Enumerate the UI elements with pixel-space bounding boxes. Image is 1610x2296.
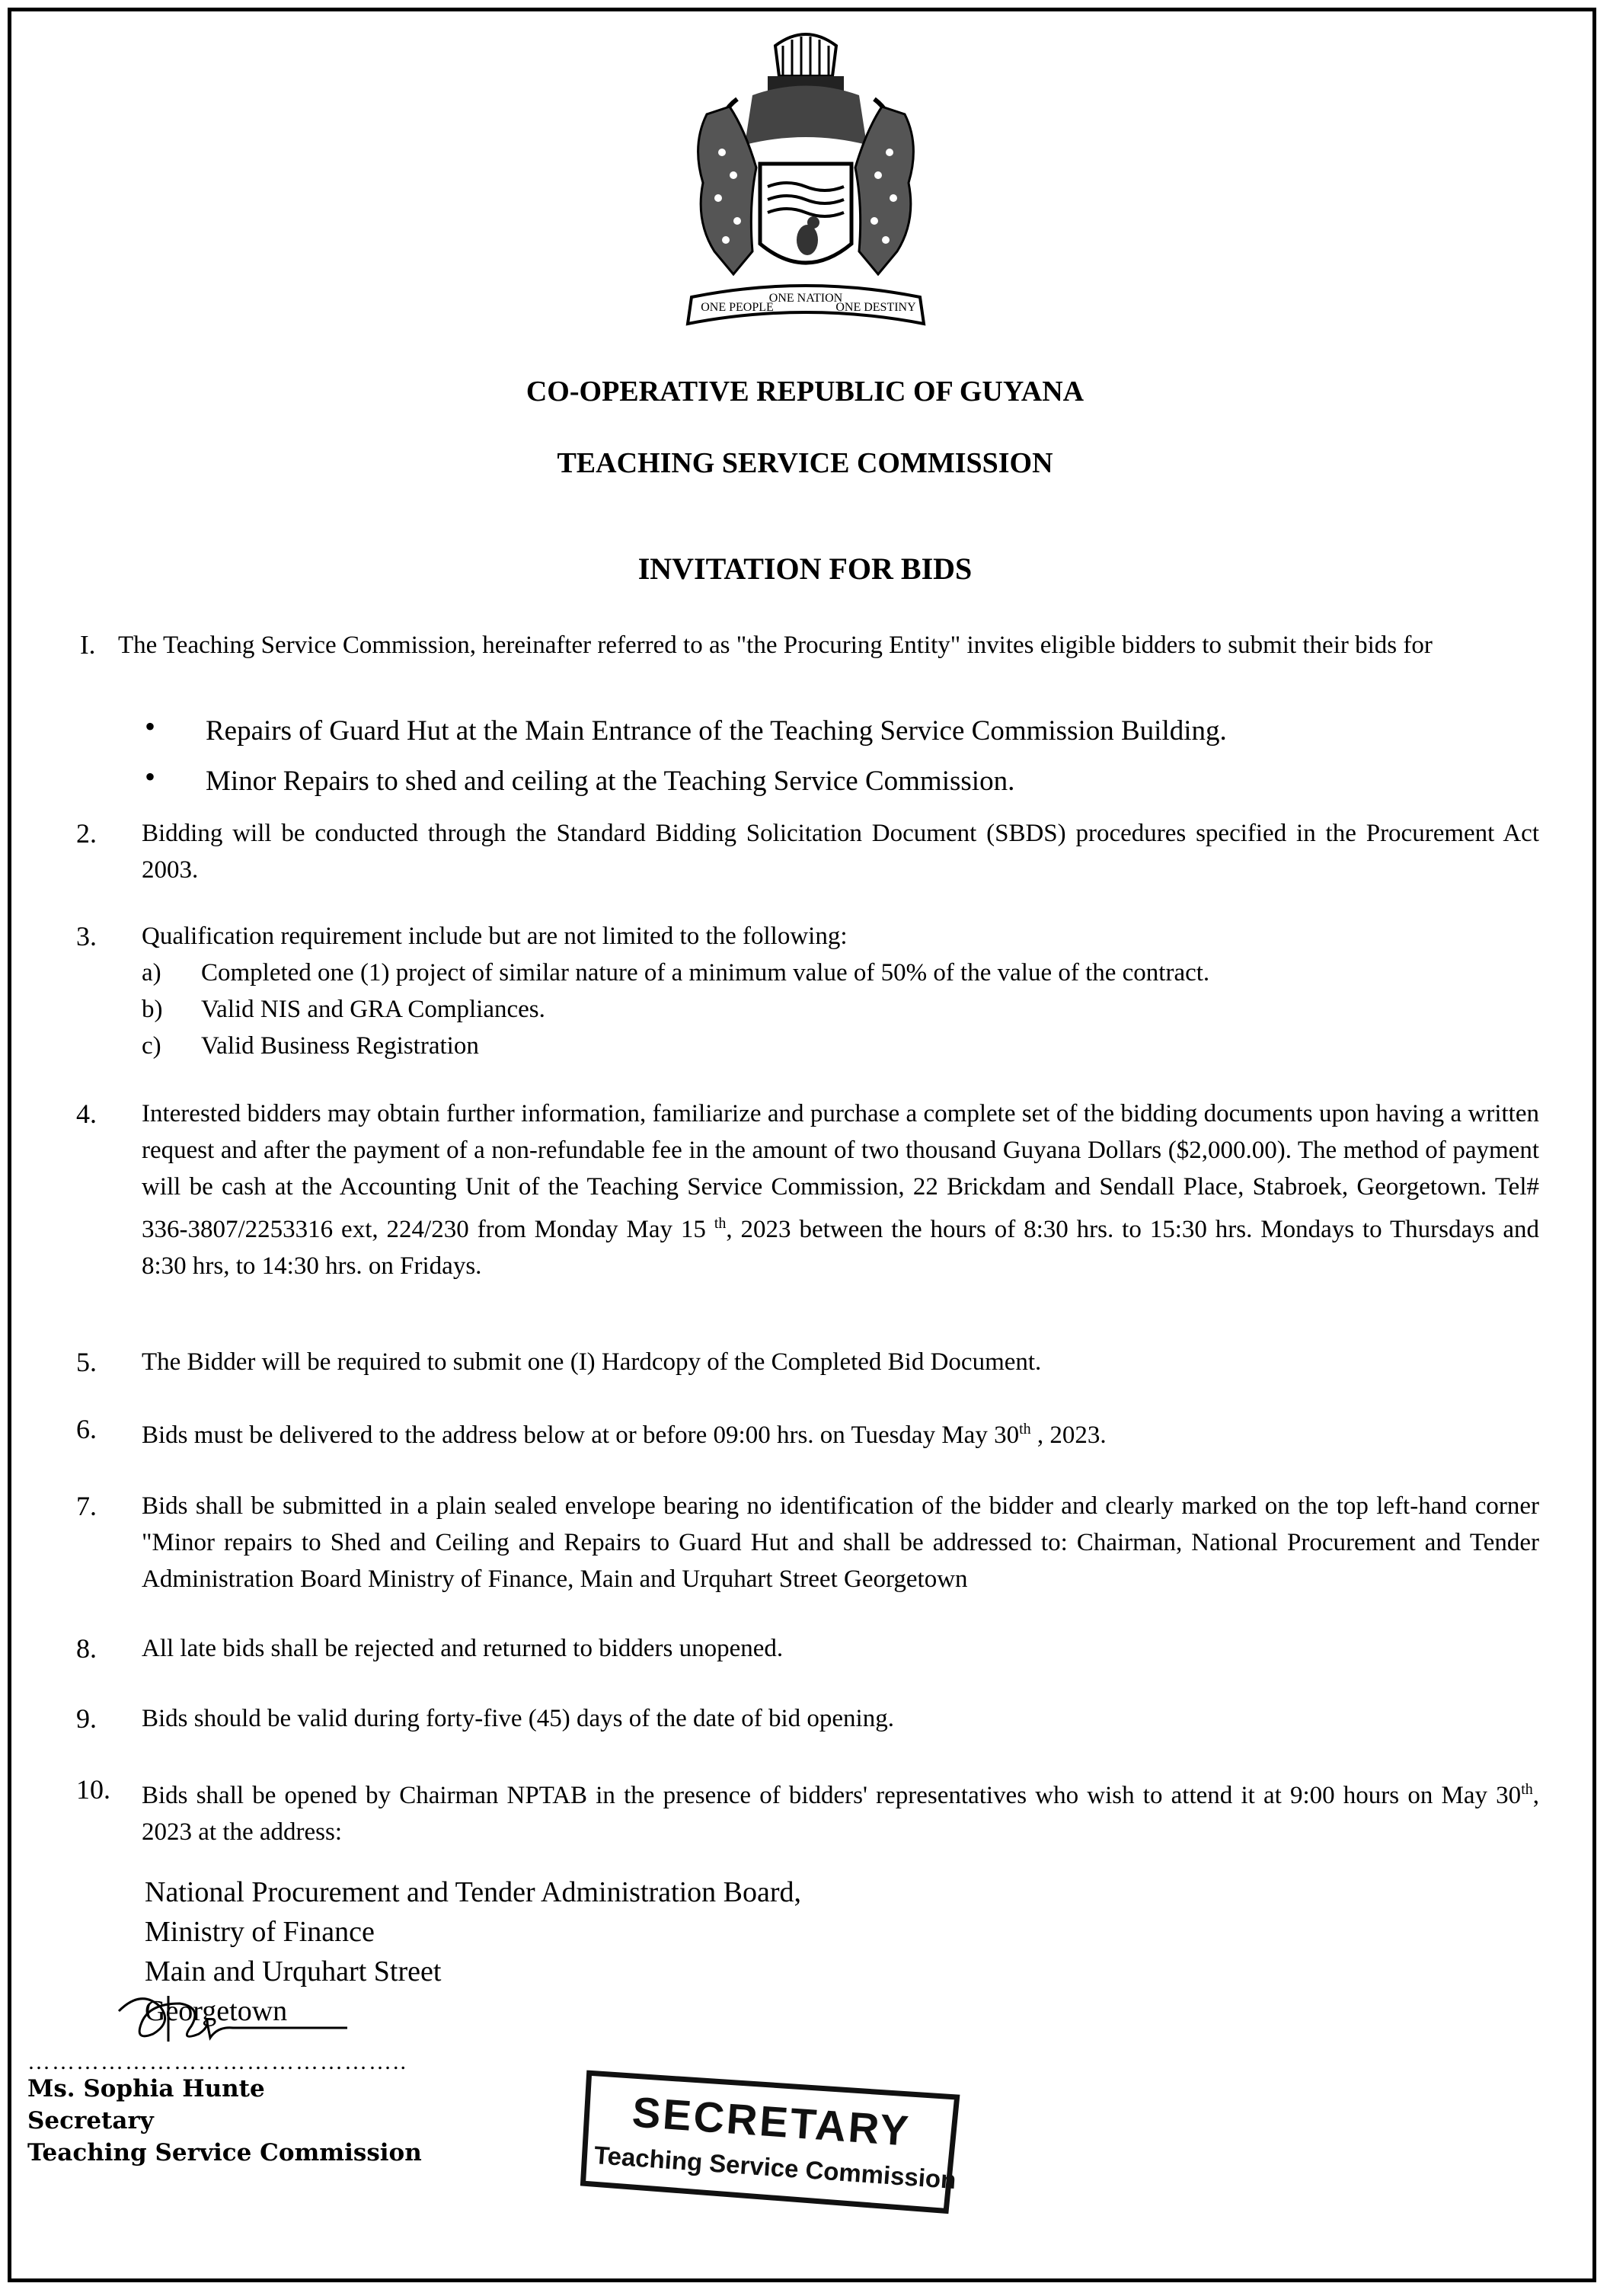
bullet-icon: •	[145, 709, 156, 743]
address-line: Main and Urquhart Street	[145, 1955, 442, 1987]
sub-item-text: Valid NIS and GRA Compliances.	[201, 996, 545, 1023]
item-number: 6.	[76, 1414, 97, 1444]
superscript: th	[1521, 1781, 1533, 1798]
item-number: I.	[80, 630, 96, 660]
motto-word: ONE DESTINY	[835, 301, 916, 314]
item-text-part: , 2023 at the address:	[142, 1782, 1539, 1846]
superscript: th	[714, 1215, 727, 1232]
item-number: 9.	[76, 1703, 97, 1734]
document-title: INVITATION FOR BIDS	[637, 552, 973, 586]
sub-item-label: b)	[142, 996, 163, 1023]
item-number: 2.	[76, 818, 97, 849]
agency-heading: TEACHING SERVICE COMMISSION	[557, 447, 1053, 479]
item-text	[142, 1411, 1539, 1453]
address-line: Ministry of Finance	[145, 1916, 375, 1948]
item-text: Bids should be valid during forty-five (45) days of the date of bid opening.	[142, 1705, 894, 1732]
item-text-part: , 2023 between the hours of 8:30 hrs. to 15:30 hrs. Mondays to Thursdays and 8:30 hrs, to 14:30 hrs. on Fridays.	[142, 1216, 1539, 1280]
item-text-part: Interested bidders may obtain further information, familiarize and purchase a complete set of the bidding documents upon having a written request and after the payment of a non-refundable fee in the amount of two thousand Guyana Dollars ($2,000.00). The method of payment will be cash at the Accounting Unit of the Teaching Service Commission, 22 Brickdam and Sendall Place, Stabroek, Georgetown. Tel# 336-3807/2253316 ext, 224/230 from Monday May 15	[142, 1100, 1539, 1243]
item-number: 3.	[76, 921, 97, 951]
item-text-part: Bids must be delivered to the address below at or before 09:00 hrs. on Tuesday May 30	[142, 1421, 1020, 1449]
signer-role: Secretary	[27, 2107, 154, 2135]
superscript: th	[1019, 1421, 1031, 1437]
stamp-subtitle: Teaching Service Commission	[593, 2141, 957, 2195]
signature-line: ………………………………………..	[27, 2049, 407, 2074]
item-text: Bidding will be conducted through the Standard Bidding Solicitation Document (SBDS) procedures specified in the Procurement Act 2003.	[142, 820, 1539, 884]
item-text: Bids shall be submitted in a plain sealed envelope bearing no identification of the bidder and clearly marked on the top left-hand corner "Minor repairs to Shed and Ceiling and Repairs to Guard Hut and shall be addressed to: Chairman, National Procurement and Tender Administration Board Ministry of Finance, Main and Urquhart Street Georgetown	[142, 1492, 1539, 1593]
item-number: 4.	[76, 1098, 97, 1129]
item-text: All late bids shall be rejected and returned to bidders unopened.	[142, 1635, 784, 1662]
handwritten-signature	[27, 1981, 347, 2057]
sub-item-text: Completed one (1) project of similar nature of a minimum value of 50% of the value of the contract.	[201, 959, 1210, 987]
coat-of-arms-emblem	[661, 23, 950, 350]
item-text-part: , 2023.	[1030, 1421, 1107, 1449]
sub-item-label: a)	[142, 959, 161, 987]
bullet-item: Minor Repairs to shed and ceiling at the Teaching Service Commission.	[206, 766, 1015, 797]
intro-text: The Teaching Service Commission, hereinafter referred to as "the Procuring Entity" invites eligible bidders to submit their bids for	[118, 632, 1433, 659]
motto-word: ONE PEOPLE	[701, 301, 774, 314]
item-text	[142, 1095, 1539, 1284]
item-text: The Bidder will be required to submit one (I) Hardcopy of the Completed Bid Document.	[142, 1348, 1042, 1376]
address-line: Georgetown	[145, 1995, 288, 2027]
stamp-title: SECRETARY	[631, 2087, 912, 2155]
motto-word: ONE NATION	[768, 292, 843, 305]
country-heading: CO-OPERATIVE REPUBLIC OF GUYANA	[525, 376, 1085, 408]
address-line: National Procurement and Tender Administration Board,	[145, 1876, 801, 1908]
bullet-item: Repairs of Guard Hut at the Main Entrance of the Teaching Service Commission Building.	[206, 715, 1227, 747]
bullet-icon: •	[145, 759, 156, 794]
secretary-stamp	[575, 2065, 963, 2217]
intro-paragraph	[118, 627, 1542, 664]
item-text-part: Bids shall be opened by Chairman NPTAB in the presence of bidders' representatives who wish to attend it at 9:00 hours on May 30	[142, 1782, 1522, 1809]
item-text	[142, 1771, 1539, 1850]
item-number: 10.	[76, 1774, 110, 1805]
signer-name: Ms. Sophia Hunte	[27, 2075, 265, 2103]
item-number: 5.	[76, 1347, 97, 1377]
signer-organization: Teaching Service Commission	[27, 2139, 422, 2166]
item-number: 7.	[76, 1491, 97, 1521]
sub-item-label: c)	[142, 1032, 161, 1060]
item-text: Qualification requirement include but are not limited to the following:	[142, 923, 848, 950]
sub-item-text: Valid Business Registration	[201, 1032, 479, 1060]
item-number: 8.	[76, 1633, 97, 1664]
